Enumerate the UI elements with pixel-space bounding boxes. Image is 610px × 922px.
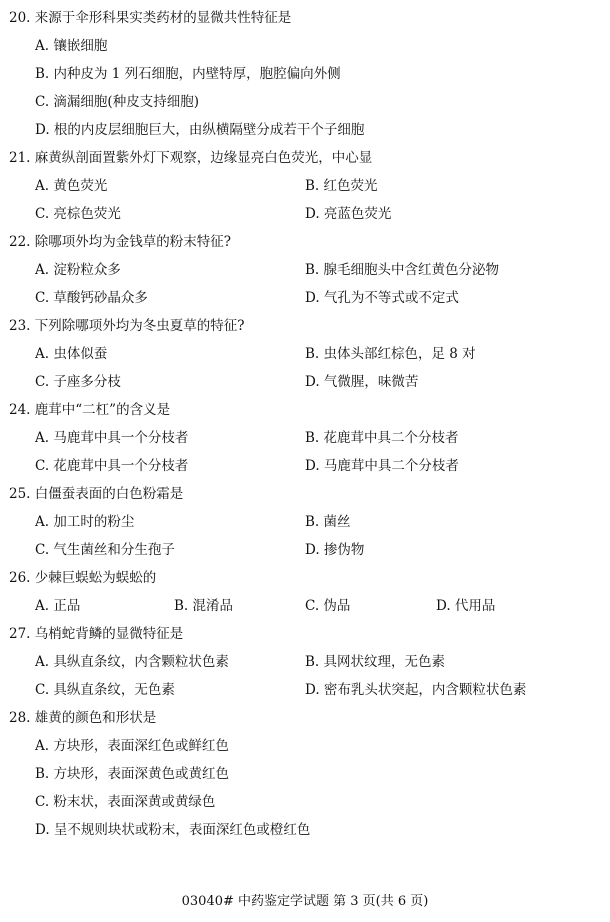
option-c: C. 子座多分枝 bbox=[35, 374, 121, 390]
option-d: D. 掺伪物 bbox=[305, 542, 365, 558]
option-c: C. 粉末状，表面深黄或黄绿色 bbox=[35, 794, 216, 810]
question-stem: 27. 乌梢蛇背鳞的显微特征是 bbox=[9, 626, 184, 642]
option-d: D. 气孔为不等式或不定式 bbox=[305, 290, 459, 306]
question-stem: 22. 除哪项外均为金钱草的粉末特征? bbox=[9, 234, 231, 250]
option-d: D. 呈不规则块状或粉末，表面深红色或橙红色 bbox=[35, 822, 311, 838]
option-a: A. 方块形，表面深红色或鲜红色 bbox=[35, 738, 229, 754]
option-a: A. 淀粉粒众多 bbox=[35, 262, 121, 278]
option-d: D. 气微腥，味微苦 bbox=[305, 374, 419, 390]
option-b: B. 方块形，表面深黄色或黄红色 bbox=[35, 766, 230, 782]
option-b: B. 腺毛细胞头中含红黄色分泌物 bbox=[305, 262, 500, 278]
question-stem: 24. 鹿茸中“二杠”的含义是 bbox=[9, 402, 171, 418]
option-a: A. 加工时的粉尘 bbox=[35, 514, 135, 530]
option-c: C. 花鹿茸中具一个分枝者 bbox=[35, 458, 189, 474]
option-d: D. 代用品 bbox=[436, 598, 496, 614]
question-stem: 26. 少棘巨蜈蚣为蜈蚣的 bbox=[9, 570, 157, 586]
option-a: A. 黄色荧光 bbox=[35, 178, 108, 194]
question-stem: 23. 下列除哪项外均为冬虫夏草的特征? bbox=[9, 318, 245, 334]
option-b: B. 红色荧光 bbox=[305, 178, 378, 194]
option-a: A. 虫体似蚕 bbox=[35, 346, 108, 362]
question-stem: 20. 来源于伞形科果实类药材的显微共性特征是 bbox=[9, 10, 292, 26]
question-stem: 25. 白僵蚕表面的白色粉霜是 bbox=[9, 486, 184, 502]
option-c: C. 伪品 bbox=[305, 598, 351, 614]
option-a: A. 正品 bbox=[35, 598, 81, 614]
question-stem: 21. 麻黄纵剖面置紫外灯下观察，边缘显亮白色荧光，中心显 bbox=[9, 150, 373, 166]
option-a: A. 具纵直条纹，内含颗粒状色素 bbox=[35, 654, 229, 670]
option-d: D. 亮蓝色荧光 bbox=[305, 206, 392, 222]
option-b: B. 虫体头部红棕色，足 8 对 bbox=[305, 346, 476, 362]
option-b: B. 具网状纹理，无色素 bbox=[305, 654, 446, 670]
option-d: D. 马鹿茸中具二个分枝者 bbox=[305, 458, 459, 474]
question-stem: 28. 雄黄的颜色和形状是 bbox=[9, 710, 157, 726]
option-c: C. 具纵直条纹，无色素 bbox=[35, 682, 175, 698]
option-b: B. 菌丝 bbox=[305, 514, 351, 530]
option-c: C. 亮棕色荧光 bbox=[35, 206, 121, 222]
option-a: A. 马鹿茸中具一个分枝者 bbox=[35, 430, 189, 446]
option-b: B. 花鹿茸中具二个分枝者 bbox=[305, 430, 459, 446]
option-b: B. 混淆品 bbox=[174, 598, 234, 614]
option-b: B. 内种皮为 1 列石细胞，内壁特厚，胞腔偏向外侧 bbox=[35, 66, 341, 82]
option-c: C. 气生菌丝和分生孢子 bbox=[35, 542, 175, 558]
option-c: C. 草酸钙砂晶众多 bbox=[35, 290, 148, 306]
option-a: A. 镶嵌细胞 bbox=[35, 38, 108, 54]
page-footer: 03040# 中药鉴定学试题 第 3 页(共 6 页) bbox=[181, 894, 429, 909]
option-d: D. 密布乳头状突起，内含颗粒状色素 bbox=[305, 682, 527, 698]
option-c: C. 滴漏细胞(种皮支持细胞) bbox=[35, 94, 199, 110]
option-d: D. 根的内皮层细胞巨大，由纵横隔壁分成若干个子细胞 bbox=[35, 122, 365, 138]
